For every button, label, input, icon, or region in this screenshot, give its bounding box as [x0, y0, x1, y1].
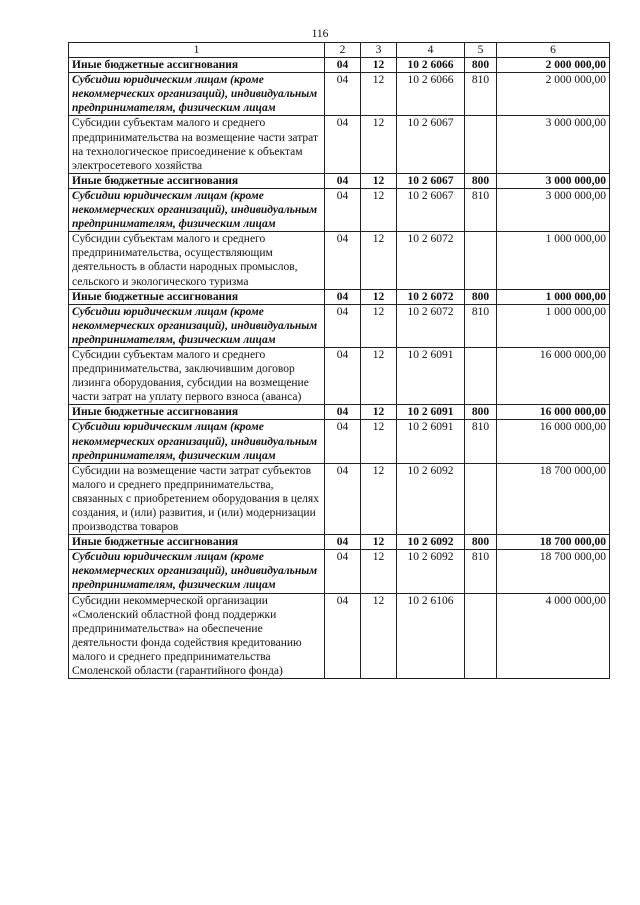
table-row [69, 463, 610, 534]
target-article-cell: 10 2 6067 [397, 173, 465, 188]
header-cell: 3 [361, 43, 397, 58]
target-article-cell: 10 2 6066 [397, 73, 465, 116]
expenditure-name-cell: Иные бюджетные ассигнования [69, 173, 325, 188]
expense-type-cell: 800 [465, 173, 497, 188]
section-code-cell: 04 [325, 405, 361, 420]
section-code-cell: 04 [325, 463, 361, 534]
target-article-cell: 10 2 6067 [397, 116, 465, 173]
subsection-code-cell: 12 [361, 73, 397, 116]
section-code-cell: 04 [325, 593, 361, 679]
target-article-cell: 10 2 6091 [397, 347, 465, 404]
subsection-code-cell: 12 [361, 232, 397, 289]
expense-type-cell: 800 [465, 58, 497, 73]
subsection-code-cell: 12 [361, 173, 397, 188]
section-code-cell: 04 [325, 232, 361, 289]
table-row [69, 304, 610, 347]
target-article-cell: 10 2 6092 [397, 463, 465, 534]
expense-type-cell [465, 347, 497, 404]
expenditure-name-cell: Субсидии юридическим лицам (кроме некоммерческих организаций), индивидуальным предпринимателям, физическим лицам [69, 304, 325, 347]
section-code-cell: 04 [325, 289, 361, 304]
expenditure-name-cell: Иные бюджетные ассигнования [69, 58, 325, 73]
table-row [69, 188, 610, 231]
section-code-cell: 04 [325, 116, 361, 173]
section-code-cell: 04 [325, 304, 361, 347]
section-code-cell: 04 [325, 347, 361, 404]
table-header-row [69, 43, 610, 58]
expenditure-name-cell: Субсидии некоммерческой организации «Смоленский областной фонд поддержки предпринимательства» на обеспечение деятельности фонда содействия кредитованию малого и среднего предпринимательства Смоленской области (гарантийного фонда) [69, 593, 325, 679]
amount-cell: 16 000 000,00 [497, 405, 610, 420]
table-row [69, 289, 610, 304]
amount-cell: 18 700 000,00 [497, 535, 610, 550]
target-article-cell: 10 2 6092 [397, 550, 465, 593]
expenditure-name-cell: Субсидии юридическим лицам (кроме некоммерческих организаций), индивидуальным предпринимателям, физическим лицам [69, 73, 325, 116]
expense-type-cell: 800 [465, 405, 497, 420]
subsection-code-cell: 12 [361, 289, 397, 304]
subsection-code-cell: 12 [361, 188, 397, 231]
target-article-cell: 10 2 6072 [397, 304, 465, 347]
target-article-cell: 10 2 6091 [397, 405, 465, 420]
expenditure-name-cell: Субсидии субъектам малого и среднего предпринимательства на возмещение части затрат на технологическое присоединение к объектам электросетевого хозяйства [69, 116, 325, 173]
table-row [69, 593, 610, 679]
amount-cell: 3 000 000,00 [497, 188, 610, 231]
amount-cell: 3 000 000,00 [497, 173, 610, 188]
subsection-code-cell: 12 [361, 304, 397, 347]
amount-cell: 2 000 000,00 [497, 58, 610, 73]
table-row [69, 232, 610, 289]
expenditure-name-cell: Субсидии юридическим лицам (кроме некоммерческих организаций), индивидуальным предпринимателям, физическим лицам [69, 420, 325, 463]
subsection-code-cell: 12 [361, 116, 397, 173]
target-article-cell: 10 2 6091 [397, 420, 465, 463]
table-row [69, 420, 610, 463]
header-cell: 1 [69, 43, 325, 58]
section-code-cell: 04 [325, 535, 361, 550]
subsection-code-cell: 12 [361, 463, 397, 534]
target-article-cell: 10 2 6092 [397, 535, 465, 550]
table-row [69, 73, 610, 116]
section-code-cell: 04 [325, 58, 361, 73]
subsection-code-cell: 12 [361, 420, 397, 463]
expense-type-cell: 810 [465, 550, 497, 593]
subsection-code-cell: 12 [361, 535, 397, 550]
section-code-cell: 04 [325, 73, 361, 116]
amount-cell: 2 000 000,00 [497, 73, 610, 116]
subsection-code-cell: 12 [361, 550, 397, 593]
expenditure-name-cell: Субсидии на возмещение части затрат субъектов малого и среднего предпринимательства, связанных с приобретением оборудования в целях создания, и (или) развития, и (или) модернизации производства товаров [69, 463, 325, 534]
expense-type-cell: 810 [465, 188, 497, 231]
expenditure-name-cell: Иные бюджетные ассигнования [69, 289, 325, 304]
budget-table-body [69, 43, 610, 679]
table-row [69, 173, 610, 188]
table-row [69, 116, 610, 173]
header-cell: 6 [497, 43, 610, 58]
section-code-cell: 04 [325, 550, 361, 593]
target-article-cell: 10 2 6106 [397, 593, 465, 679]
section-code-cell: 04 [325, 188, 361, 231]
expense-type-cell: 800 [465, 289, 497, 304]
expense-type-cell [465, 593, 497, 679]
subsection-code-cell: 12 [361, 405, 397, 420]
amount-cell: 18 700 000,00 [497, 463, 610, 534]
amount-cell: 18 700 000,00 [497, 550, 610, 593]
table-row [69, 405, 610, 420]
budget-table [68, 42, 610, 679]
subsection-code-cell: 12 [361, 347, 397, 404]
target-article-cell: 10 2 6072 [397, 232, 465, 289]
target-article-cell: 10 2 6067 [397, 188, 465, 231]
target-article-cell: 10 2 6066 [397, 58, 465, 73]
section-code-cell: 04 [325, 420, 361, 463]
amount-cell: 3 000 000,00 [497, 116, 610, 173]
amount-cell: 4 000 000,00 [497, 593, 610, 679]
amount-cell: 1 000 000,00 [497, 304, 610, 347]
expenditure-name-cell: Субсидии юридическим лицам (кроме некоммерческих организаций), индивидуальным предпринимателям, физическим лицам [69, 550, 325, 593]
expense-type-cell: 810 [465, 73, 497, 116]
amount-cell: 1 000 000,00 [497, 232, 610, 289]
amount-cell: 1 000 000,00 [497, 289, 610, 304]
expense-type-cell [465, 463, 497, 534]
expense-type-cell [465, 116, 497, 173]
expenditure-name-cell: Субсидии юридическим лицам (кроме некоммерческих организаций), индивидуальным предпринимателям, физическим лицам [69, 188, 325, 231]
amount-cell: 16 000 000,00 [497, 420, 610, 463]
table-row [69, 535, 610, 550]
expenditure-name-cell: Субсидии субъектам малого и среднего предпринимательства, осуществляющим деятельность в области народных промыслов, сельского и экологического туризма [69, 232, 325, 289]
expenditure-name-cell: Субсидии субъектам малого и среднего предпринимательства, заключившим договор лизинга оборудования, субсидии на возмещение части затрат на уплату первого взноса (аванса) [69, 347, 325, 404]
expenditure-name-cell: Иные бюджетные ассигнования [69, 535, 325, 550]
header-cell: 4 [397, 43, 465, 58]
amount-cell: 16 000 000,00 [497, 347, 610, 404]
section-code-cell: 04 [325, 173, 361, 188]
expense-type-cell: 810 [465, 420, 497, 463]
header-cell: 2 [325, 43, 361, 58]
subsection-code-cell: 12 [361, 58, 397, 73]
expenditure-name-cell: Иные бюджетные ассигнования [69, 405, 325, 420]
page-number: 116 [311, 28, 329, 40]
target-article-cell: 10 2 6072 [397, 289, 465, 304]
expense-type-cell: 810 [465, 304, 497, 347]
expense-type-cell: 800 [465, 535, 497, 550]
subsection-code-cell: 12 [361, 593, 397, 679]
header-cell: 5 [465, 43, 497, 58]
expense-type-cell [465, 232, 497, 289]
table-row [69, 58, 610, 73]
table-row [69, 347, 610, 404]
table-row [69, 550, 610, 593]
